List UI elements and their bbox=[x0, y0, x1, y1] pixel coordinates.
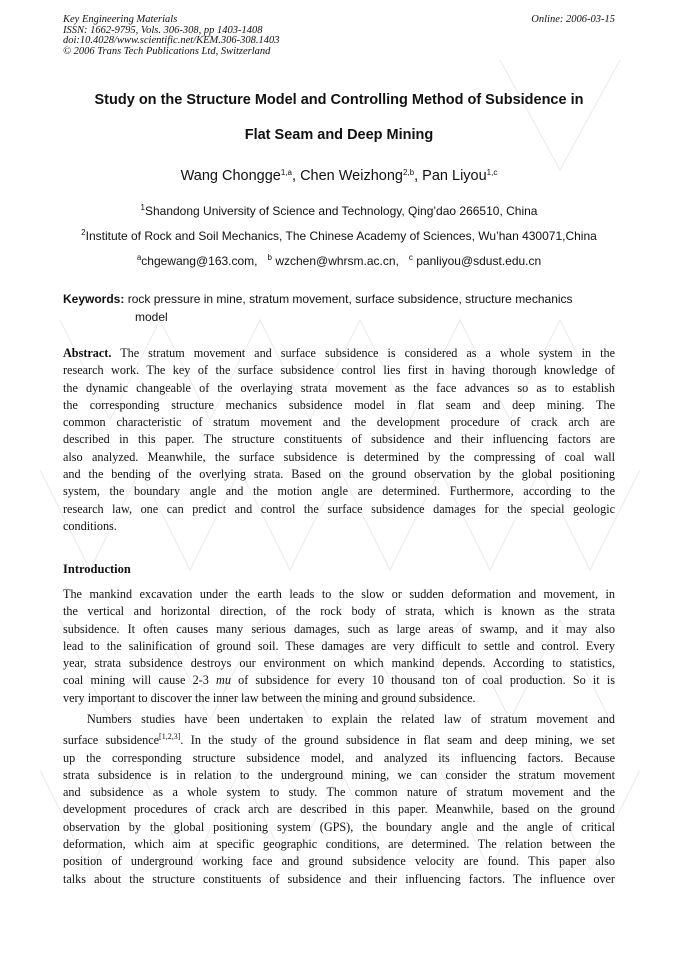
online-date: Online: 2006-03-15 bbox=[531, 14, 615, 25]
copyright: © 2006 Trans Tech Publications Ltd, Switzerland bbox=[63, 45, 271, 57]
abstract-line bbox=[63, 345, 615, 362]
abstract-line: the corresponding structure mechanics subsidence model in flat seam and deep mining. The bbox=[63, 397, 615, 412]
affiliation-text: Shandong University of Science and Technology, Qing’dao 266510, China bbox=[144, 204, 538, 218]
abstract-line: described in this paper. The structure constituents of subsidence and their influencing factors are bbox=[63, 432, 615, 447]
email-c[interactable]: panliyou@sdust.edu.cn bbox=[416, 254, 542, 268]
issn: ISSN: 1662-9795, Vols. 306-308, pp 1403-1408 bbox=[63, 24, 263, 36]
affiliation-text: Institute of Rock and Soil Mechanics, The Chinese Academy of Sciences, Wu’han 430071,China bbox=[85, 229, 597, 243]
journal-name: Key Engineering Materials bbox=[63, 14, 178, 25]
intro-line: year, strata subsidence destroys our environment on which mankind depends. According to statistics, bbox=[63, 656, 615, 671]
intro-line: lead to the salinification of ground soil. These damages are very difficult to settle and control. Every bbox=[63, 638, 615, 653]
abstract-line: conditions. bbox=[63, 518, 117, 533]
author-sup: 1,c bbox=[486, 168, 498, 177]
paper-title-line1: Study on the Structure Model and Controlling Method of Subsidence in bbox=[94, 92, 584, 108]
intro-text: surface subsidence bbox=[63, 733, 160, 748]
intro-line: development procedures of crack arch are described in this paper. Meanwhile, based on the ground bbox=[63, 802, 615, 817]
keywords-line1: rock pressure in mine, stratum movement, surface subsidence, structure mechanics bbox=[127, 292, 573, 306]
abstract-line: research work. The key of the surface subsidence control lies first in having thorough knowledge of bbox=[63, 363, 615, 378]
author-name: Wang Chongge bbox=[180, 168, 281, 184]
author-sep: , bbox=[414, 168, 423, 184]
intro-line: talks about the structure constituents of subsidence and their influencing factors. The influence over bbox=[63, 871, 615, 886]
intro-line: the vertical and horizontal direction, of the rock body of strata, which is known as the strata bbox=[63, 604, 615, 619]
author-sup: 2,b bbox=[402, 168, 415, 177]
keywords-block bbox=[63, 290, 615, 326]
author-name: Pan Liyou bbox=[422, 168, 487, 184]
intro-line: Numbers studies have been undertaken to explain the related law of stratum movement and bbox=[87, 712, 615, 726]
abstract-text: The stratum movement and surface subsidence is considered as a whole system in the bbox=[120, 346, 615, 360]
abstract-block bbox=[63, 345, 615, 535]
abstract-label: Abstract. bbox=[63, 346, 112, 360]
author-list bbox=[40, 168, 638, 184]
keywords-line2: model bbox=[135, 310, 168, 324]
affiliation-1 bbox=[30, 203, 648, 218]
email-a[interactable]: chgewang@163.com, bbox=[141, 254, 258, 268]
section-heading-introduction: Introduction bbox=[63, 562, 131, 576]
affiliation-sup: 1 bbox=[140, 203, 145, 212]
intro-line: strata subsidence is in relation to the underground mining, we can consider the stratum movement bbox=[63, 767, 615, 782]
intro-line: very important to discover the inner law between the mining and ground subsidence. bbox=[63, 690, 476, 705]
author-sep: , bbox=[292, 168, 301, 184]
intro-line: up the corresponding structure subsidence model, and analyzed its influencing factors. Because bbox=[63, 750, 615, 765]
email-sup: c bbox=[408, 253, 413, 262]
citation-ref[interactable]: [1,2,3] bbox=[159, 732, 181, 742]
author-name: Chen Weizhong bbox=[300, 168, 403, 184]
intro-line: and subsidence as a whole system to study. The common nature of stratum movement and the bbox=[63, 785, 615, 800]
email-sup: a bbox=[136, 253, 142, 262]
paper-title-line2: Flat Seam and Deep Mining bbox=[244, 127, 434, 143]
journal-header bbox=[63, 15, 615, 57]
email-line bbox=[30, 253, 648, 268]
intro-line: position of underground working face and ground subsidence velocity are found. This paper also bbox=[63, 854, 615, 869]
abstract-line: the dynamic changeable of the overlaying strata movement as the face advances so as to establish bbox=[63, 380, 615, 395]
intro-paragraph-2 bbox=[63, 711, 615, 888]
affiliation-2 bbox=[30, 228, 648, 243]
abstract-line: research law, one can predict and control the surface subsidence damages for the special geologic bbox=[63, 501, 615, 516]
intro-line bbox=[63, 728, 615, 749]
intro-text: coal mining will cause 2-3 bbox=[63, 673, 217, 688]
affiliation-sup: 2 bbox=[81, 228, 86, 237]
author-sup: 1,a bbox=[280, 168, 292, 177]
intro-line: observation by the global positioning system (GPS), the boundary angle and the angle of critical bbox=[63, 819, 615, 834]
abstract-line: and the bending of the overlying strata. Based on the ground observation by the global positioning bbox=[63, 467, 615, 482]
keywords-label: Keywords: bbox=[63, 292, 125, 306]
intro-text: . In the study of the ground subsidence in flat seam and deep mining, we set bbox=[180, 733, 615, 748]
doi: doi:10.4028/www.scientific.net/KEM.306-308.1403 bbox=[63, 35, 280, 46]
intro-line: subsidence. It often causes many serious damages, such as large areas of swamp, and it may also bbox=[63, 621, 615, 636]
abstract-line: also analyzed. Meanwhile, the surface subsidence is determined by the compressing of coal wall bbox=[63, 449, 615, 464]
unit-mu: mu bbox=[216, 673, 231, 688]
email-sup: b bbox=[267, 253, 272, 262]
intro-line: The mankind excavation under the earth leads to the slow or sudden deformation and movement, in bbox=[63, 587, 615, 601]
intro-line: deformation, which aim at specific geographic conditions, are determined. The relation between the bbox=[63, 837, 615, 852]
abstract-line: common characteristic of stratum movement and the development procedure of crack arch are bbox=[63, 415, 615, 430]
abstract-line: system, the boundary angle and the motion angle are determined. Furthermore, according to the bbox=[63, 484, 615, 499]
intro-text: of subsidence for every 10 thousand ton of coal production. So it is bbox=[230, 673, 616, 688]
email-b[interactable]: wzchen@whrsm.ac.cn, bbox=[275, 254, 399, 268]
intro-paragraph-1 bbox=[63, 586, 615, 707]
intro-line bbox=[63, 672, 615, 689]
